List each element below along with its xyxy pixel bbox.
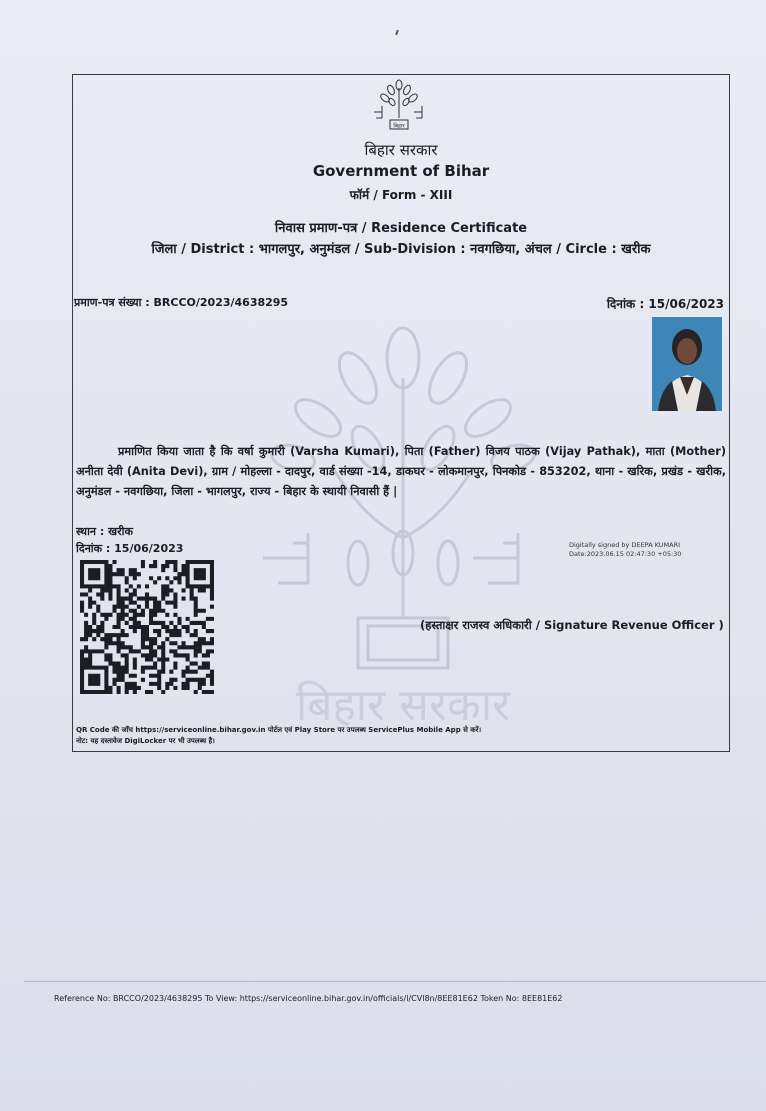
signed-date: Date:2023.06.15 02:47:30 +05:30: [569, 550, 682, 558]
applicant-photo: [652, 317, 722, 411]
bihar-emblem-icon: [368, 78, 430, 134]
certificate-body-text: प्रमाणित किया जाता है कि वर्षा कुमारी (Varsha Kumari), पिता (Father) विजय पाठक (Vijay Pathak), माता (Mother) अनीता देवी (Anita Devi), ग्राम / मोहल्ला - दादपुर, वार्ड संख्या -14, डाकघर - लोकमानपुर, पिनकोड - 853202, थाना - खरिक, प्रखंड - खरीक, अनुमंडल - नवगछिया, जिला - भागलपुर, राज्य - बिहार के स्थायी निवासी हैं |: [76, 445, 726, 498]
govt-title-hindi: बिहार सरकार: [364, 141, 438, 159]
qr-code-icon: [80, 560, 214, 694]
digital-signature-block: [569, 541, 681, 559]
certificate-number: प्रमाण-पत्र संख्या : BRCCO/2023/4638295: [74, 296, 289, 309]
footer-reference: Reference No: BRCCO/2023/4638295 To View: https://serviceonline.bihar.gov.in/officials/l/CVl8n/8EE81E62 Token No: 8EE81E62: [54, 994, 563, 1003]
qr-verification-note: QR Code की जाँच https://serviceonline.bihar.gov.in पोर्टल एवं Play Store पर उपलब्ध ServicePlus Mobile App से करें।: [76, 726, 482, 734]
issue-date-line: दिनांक : 15/06/2023: [76, 542, 184, 555]
certificate-date: दिनांक : 15/06/2023: [606, 297, 724, 311]
govt-title-english: Government of Bihar: [312, 162, 490, 180]
emblem-label: बिहार: [393, 123, 405, 130]
digilocker-note: नोट: यह दस्तावेज DigiLocker पर भी उपलब्ध है।: [76, 737, 215, 745]
bihar-emblem-watermark: [258, 318, 548, 738]
watermark-text: बिहार सरकार: [295, 680, 511, 731]
signed-by: Digitally signed by DEEPA KUMARI: [569, 541, 681, 549]
signature-label: (हस्ताक्षर राजस्व अधिकारी / Signature Revenue Officer ): [420, 618, 724, 632]
district-line: जिला / District : भागलपुर, अनुमंडल / Sub-Division : नवगछिया, अंचल / Circle : खरीक: [151, 242, 651, 257]
photo-portrait-icon: [652, 317, 722, 411]
form-number: फॉर्म / Form - XIII: [349, 188, 453, 202]
certificate-body: [76, 442, 726, 502]
certificate-title: निवास प्रमाण-पत्र / Residence Certificate: [274, 221, 528, 236]
pen-mark: [395, 30, 399, 35]
place-line: स्थान : खरीक: [76, 525, 133, 538]
footer-divider: [24, 981, 766, 982]
